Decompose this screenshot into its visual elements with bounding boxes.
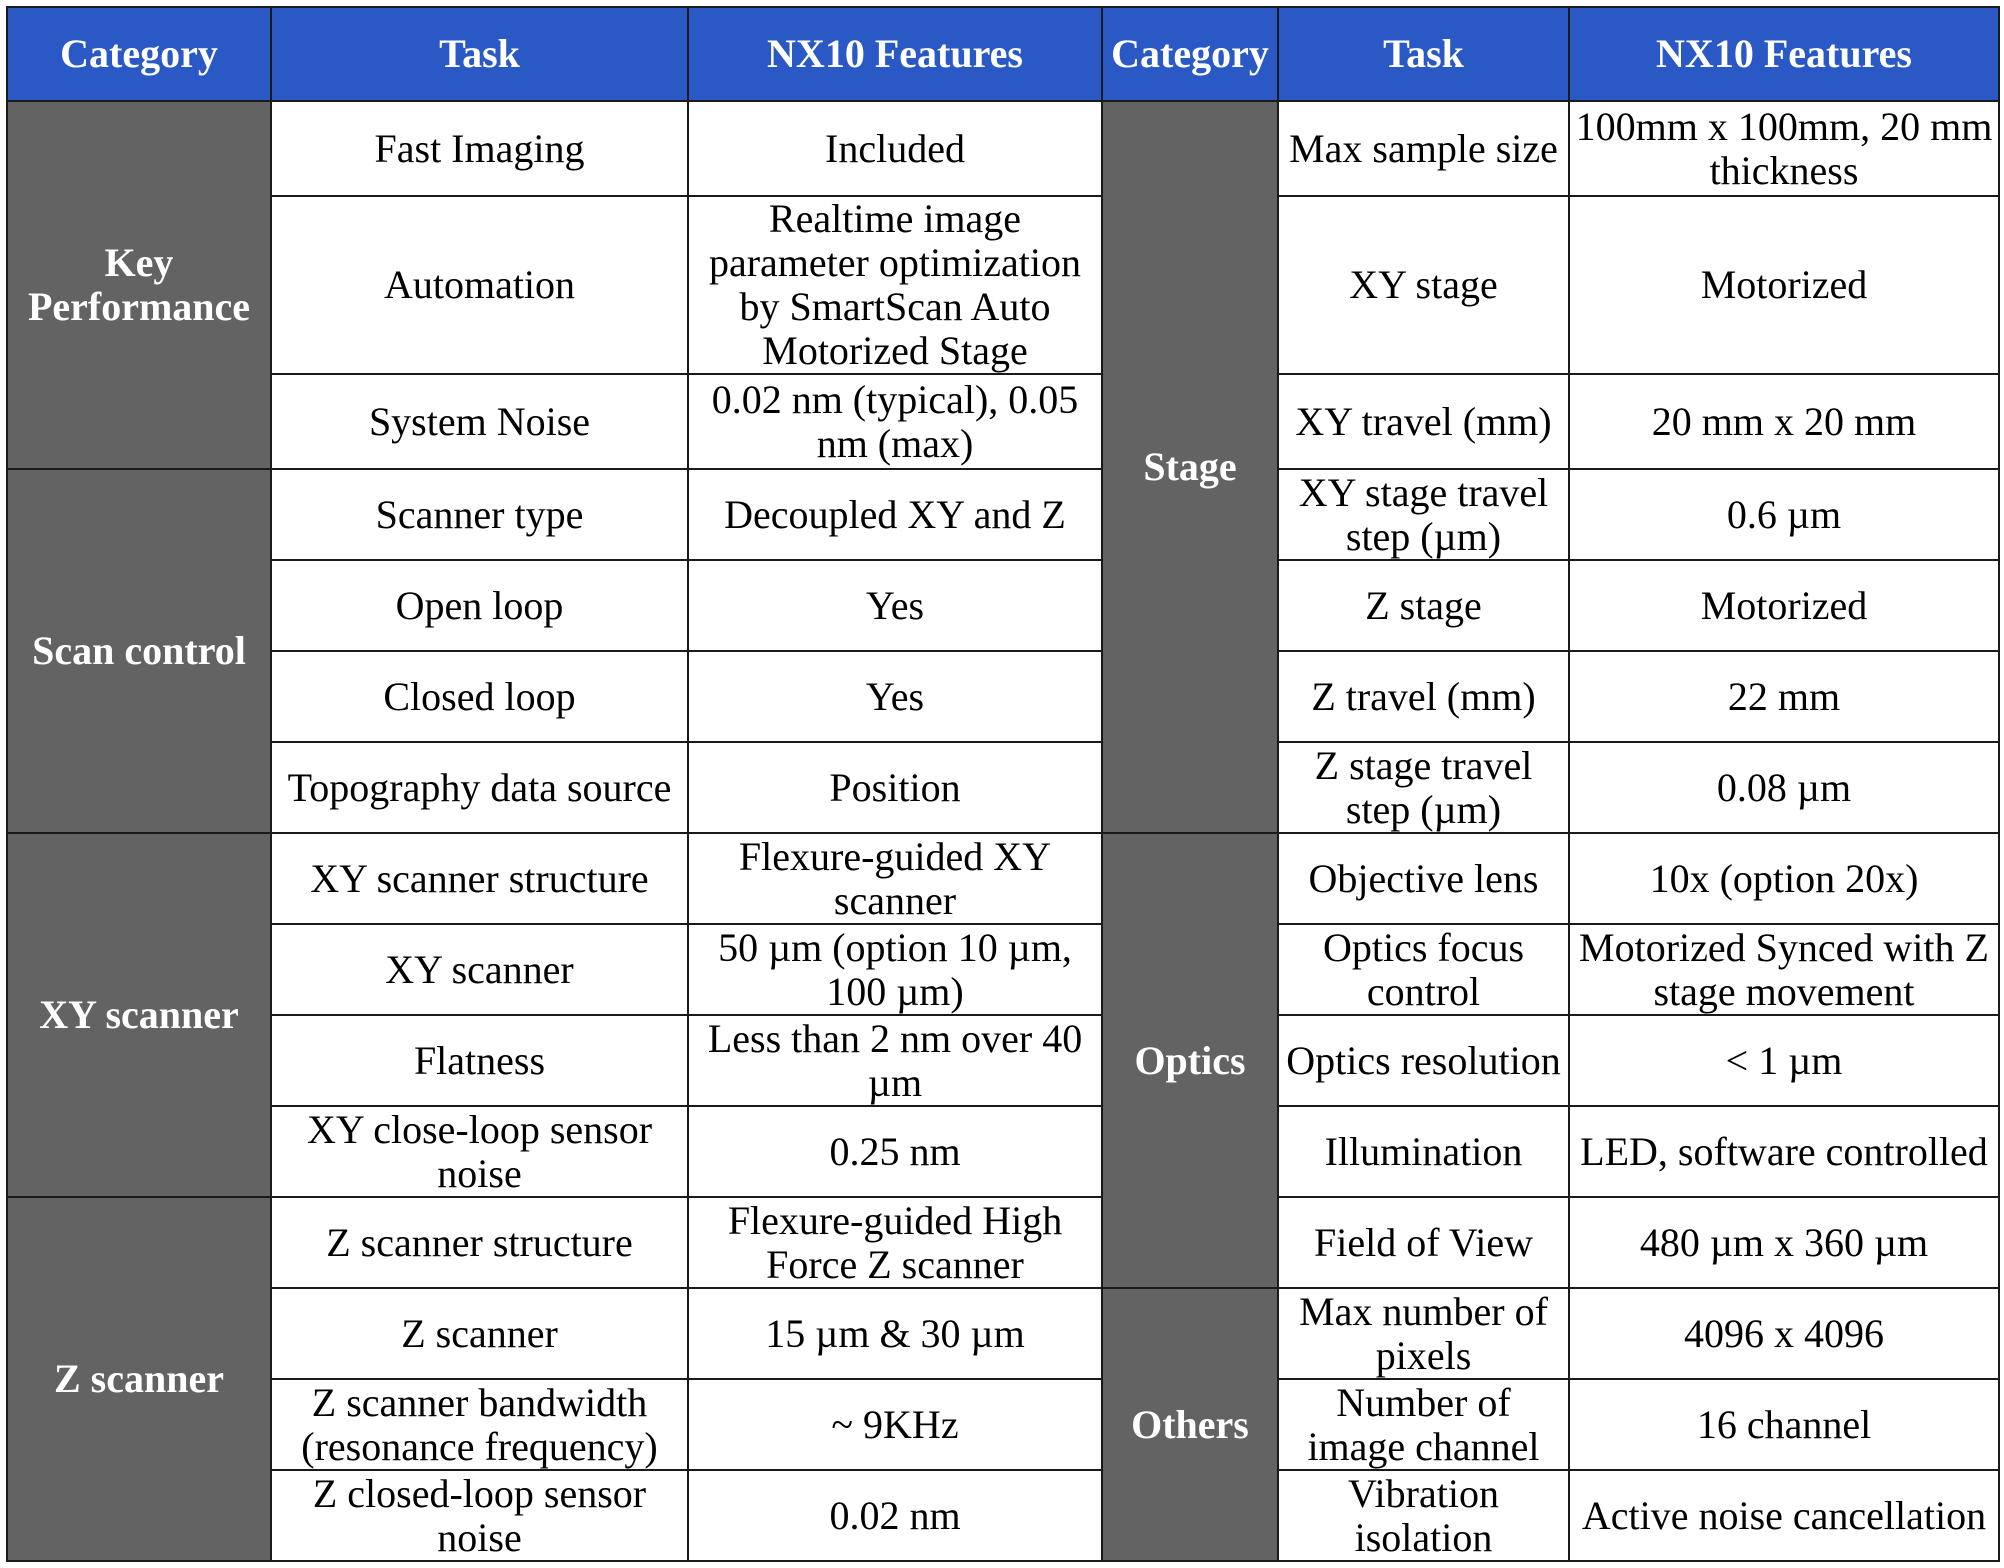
- task-cell: XY stage travel step (µm): [1278, 469, 1569, 560]
- header-task-right: Task: [1278, 7, 1569, 101]
- task-cell: Vibration isolation: [1278, 1470, 1569, 1561]
- task-cell: Z stage travel step (µm): [1278, 742, 1569, 833]
- feature-cell: 15 µm & 30 µm: [688, 1288, 1102, 1379]
- feature-cell: Position: [688, 742, 1102, 833]
- feature-cell: Less than 2 nm over 40 µm: [688, 1015, 1102, 1106]
- table-row: [7, 101, 1999, 196]
- feature-cell: 10x (option 20x): [1569, 833, 1999, 924]
- table-row: [7, 374, 1999, 469]
- feature-cell: Motorized: [1569, 196, 1999, 374]
- feature-cell: Active noise cancellation: [1569, 1470, 1999, 1561]
- task-cell: Automation: [271, 196, 688, 374]
- category-stage: Stage: [1102, 101, 1278, 833]
- feature-cell: Motorized Synced with Z stage movement: [1569, 924, 1999, 1015]
- task-cell: System Noise: [271, 374, 688, 469]
- task-cell: XY scanner: [271, 924, 688, 1015]
- table-row: [7, 1379, 1999, 1470]
- task-cell: Optics resolution: [1278, 1015, 1569, 1106]
- task-cell: Z scanner: [271, 1288, 688, 1379]
- category-others: Others: [1102, 1288, 1278, 1561]
- header-category-left: Category: [7, 7, 271, 101]
- table-row: [7, 1106, 1999, 1197]
- category-key-performance: Key Performance: [7, 101, 271, 469]
- header-row: [7, 7, 1999, 101]
- task-cell: Fast Imaging: [271, 101, 688, 196]
- feature-cell: ~ 9KHz: [688, 1379, 1102, 1470]
- task-cell: Topography data source: [271, 742, 688, 833]
- task-cell: Z travel (mm): [1278, 651, 1569, 742]
- feature-cell: Decoupled XY and Z: [688, 469, 1102, 560]
- task-cell: Objective lens: [1278, 833, 1569, 924]
- task-cell: Illumination: [1278, 1106, 1569, 1197]
- feature-cell: 0.25 nm: [688, 1106, 1102, 1197]
- feature-cell: Yes: [688, 651, 1102, 742]
- task-cell: XY travel (mm): [1278, 374, 1569, 469]
- category-scan-control: Scan control: [7, 469, 271, 833]
- feature-cell: 50 µm (option 10 µm, 100 µm): [688, 924, 1102, 1015]
- feature-cell: 20 mm x 20 mm: [1569, 374, 1999, 469]
- feature-cell: < 1 µm: [1569, 1015, 1999, 1106]
- task-cell: Closed loop: [271, 651, 688, 742]
- feature-cell: 0.02 nm: [688, 1470, 1102, 1561]
- category-z-scanner: Z scanner: [7, 1197, 271, 1561]
- header-features-right: NX10 Features: [1569, 7, 1999, 101]
- task-cell: Z closed-loop sensor noise: [271, 1470, 688, 1561]
- feature-cell: Realtime image parameter optimization by SmartScan Auto Motorized Stage: [688, 196, 1102, 374]
- feature-cell: Yes: [688, 560, 1102, 651]
- feature-cell: LED, software controlled: [1569, 1106, 1999, 1197]
- header-category-right: Category: [1102, 7, 1278, 101]
- task-cell: Number of image channel: [1278, 1379, 1569, 1470]
- feature-cell: 0.6 µm: [1569, 469, 1999, 560]
- feature-cell: Motorized: [1569, 560, 1999, 651]
- feature-cell: 0.02 nm (typical), 0.05 nm (max): [688, 374, 1102, 469]
- category-optics: Optics: [1102, 833, 1278, 1288]
- task-cell: Flatness: [271, 1015, 688, 1106]
- task-cell: XY stage: [1278, 196, 1569, 374]
- task-cell: Scanner type: [271, 469, 688, 560]
- table-row: [7, 1470, 1999, 1561]
- feature-cell: 0.08 µm: [1569, 742, 1999, 833]
- table-row: [7, 1015, 1999, 1106]
- task-cell: XY close-loop sensor noise: [271, 1106, 688, 1197]
- feature-cell: 4096 x 4096: [1569, 1288, 1999, 1379]
- table-row: [7, 651, 1999, 742]
- task-cell: Max number of pixels: [1278, 1288, 1569, 1379]
- feature-cell: 16 channel: [1569, 1379, 1999, 1470]
- task-cell: Open loop: [271, 560, 688, 651]
- feature-cell: Included: [688, 101, 1102, 196]
- task-cell: Optics focus control: [1278, 924, 1569, 1015]
- header-task-left: Task: [271, 7, 688, 101]
- table-row: [7, 833, 1999, 924]
- table-row: [7, 1197, 1999, 1288]
- feature-cell: Flexure-guided High Force Z scanner: [688, 1197, 1102, 1288]
- feature-cell: 480 µm x 360 µm: [1569, 1197, 1999, 1288]
- feature-cell: 100mm x 100mm, 20 mm thickness: [1569, 101, 1999, 196]
- task-cell: Z stage: [1278, 560, 1569, 651]
- task-cell: Z scanner bandwidth (resonance frequency): [271, 1379, 688, 1470]
- task-cell: XY scanner structure: [271, 833, 688, 924]
- feature-cell: Flexure-guided XY scanner: [688, 833, 1102, 924]
- table-row: [7, 1288, 1999, 1379]
- table-row: [7, 924, 1999, 1015]
- table-row: [7, 560, 1999, 651]
- feature-cell: 22 mm: [1569, 651, 1999, 742]
- nx10-spec-table: [6, 6, 2000, 1562]
- table-row: [7, 196, 1999, 374]
- category-xy-scanner: XY scanner: [7, 833, 271, 1197]
- table-row: [7, 469, 1999, 560]
- table-row: [7, 742, 1999, 833]
- header-features-left: NX10 Features: [688, 7, 1102, 101]
- task-cell: Max sample size: [1278, 101, 1569, 196]
- task-cell: Z scanner structure: [271, 1197, 688, 1288]
- task-cell: Field of View: [1278, 1197, 1569, 1288]
